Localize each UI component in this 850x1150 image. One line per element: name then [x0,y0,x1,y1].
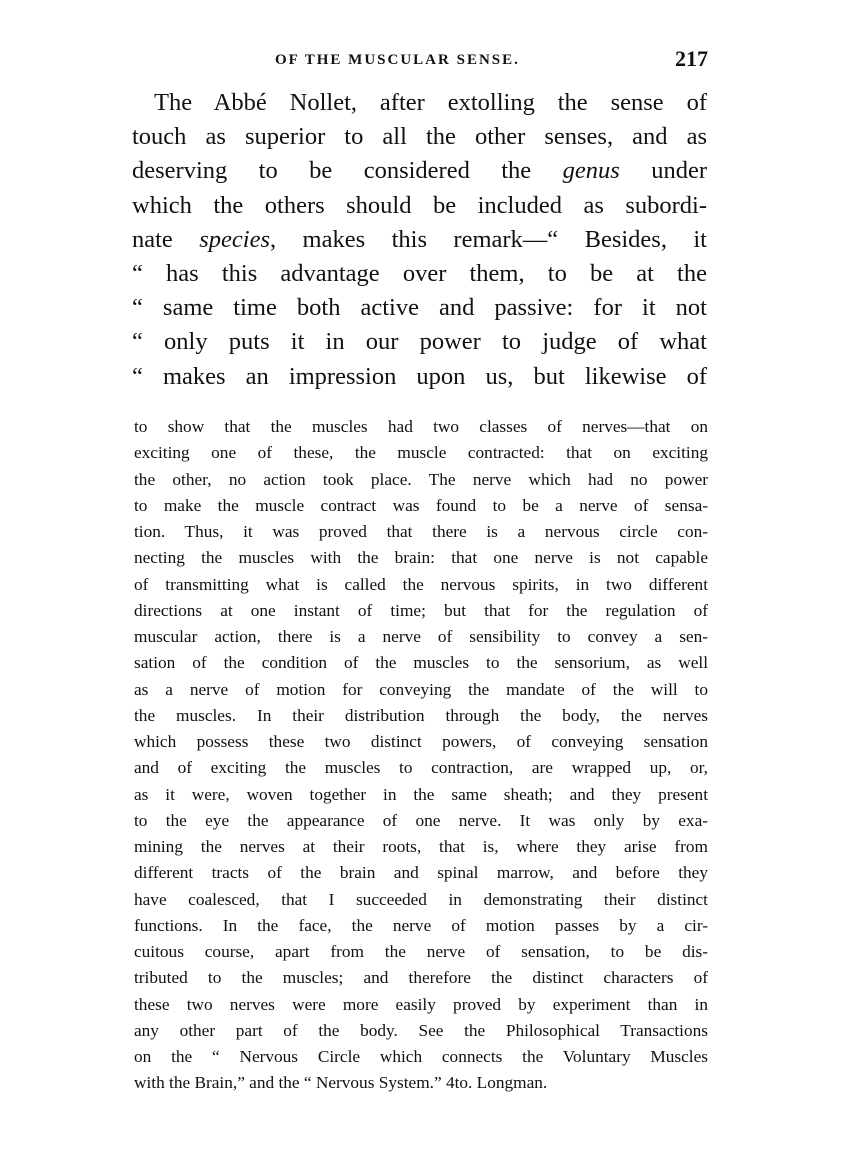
footnote-line: necting the muscles with the brain: that one nerve is not capable [134,548,708,568]
footnote-line: the muscles. In their distribution through the body, the nerves [134,705,708,725]
footnote-line: and of exciting the muscles to contraction, are wrapped up, or, [134,758,708,778]
footnote-line: the other, no action took place. The nerve which had no power [134,469,708,489]
footnote-line: muscular action, there is a nerve of sensibility to convey a sen- [134,627,708,646]
main-paragraph [132,86,707,394]
text-line: deserving to be considered the genus under [132,157,707,185]
footnote-line: any other part of the body. See the Philosophical Transactions [134,1020,708,1040]
footnote-line: to make the muscle contract was found to be a nerve of sensa- [134,495,708,515]
text-line: “ has this advantage over them, to be at the [132,260,707,288]
footnote-line: cuitous course, apart from the nerve of sensation, to be dis- [134,942,708,961]
text-line: nate species, makes this remark—“ Besides, it [132,225,707,253]
footnote-line: exciting one of these, the muscle contracted: that on exciting [134,443,708,463]
footnote [134,414,708,1097]
text-line: “ same time both active and passive: for it not [132,294,707,322]
footnote-line: these two nerves were more easily proved by experiment than in [134,994,708,1014]
footnote-line: which possess these two distinct powers, of conveying sensation [134,732,708,751]
footnote-line: as a nerve of motion for conveying the mandate of the will to [134,679,708,699]
footnote-line: to show that the muscles had two classes of nerves—that on [134,417,708,436]
page-header [130,46,710,78]
footnote-line: tributed to the muscles; and therefore the distinct characters of [134,968,708,988]
footnote-line: as it were, woven together in the same sheath; and they present [134,784,708,804]
page-number: 217 [675,46,708,71]
footnote-line: functions. In the face, the nerve of motion passes by a cir- [134,915,708,935]
footnote-line: different tracts of the brain and spinal marrow, and before they [134,863,708,883]
footnote-line: mining the nerves at their roots, that is, where they arise from [134,837,708,856]
footnote-line: on the “ Nervous Circle which connects the Voluntary Muscles [134,1047,708,1066]
footnote-line: of transmitting what is called the nervous spirits, in two different [134,574,708,594]
text-line: which the others should be included as subordi- [132,191,707,219]
footnote-line: have coalesced, that I succeeded in demonstrating their distinct [134,889,708,909]
footnote-line: with the Brain,” and the “ Nervous System.” 4to. Longman. [134,1073,548,1093]
text-line: The Abbé Nollet, after extolling the sense of [154,89,707,116]
footnote-line: directions at one instant of time; but that for the regulation of [134,600,708,620]
footnote-line: tion. Thus, it was proved that there is a nervous circle con- [134,522,708,541]
footnote-line: to the eye the appearance of one nerve. It was only by exa- [134,810,708,830]
footnote-line: sation of the condition of the muscles to the sensorium, as well [134,653,708,673]
text-line: “ only puts it in our power to judge of what [132,328,707,356]
text-line: “ makes an impression upon us, but likewise of [132,362,707,390]
text-line: touch as superior to all the other senses, and as [132,123,707,151]
running-head: OF THE MUSCULAR SENSE. [275,52,520,68]
